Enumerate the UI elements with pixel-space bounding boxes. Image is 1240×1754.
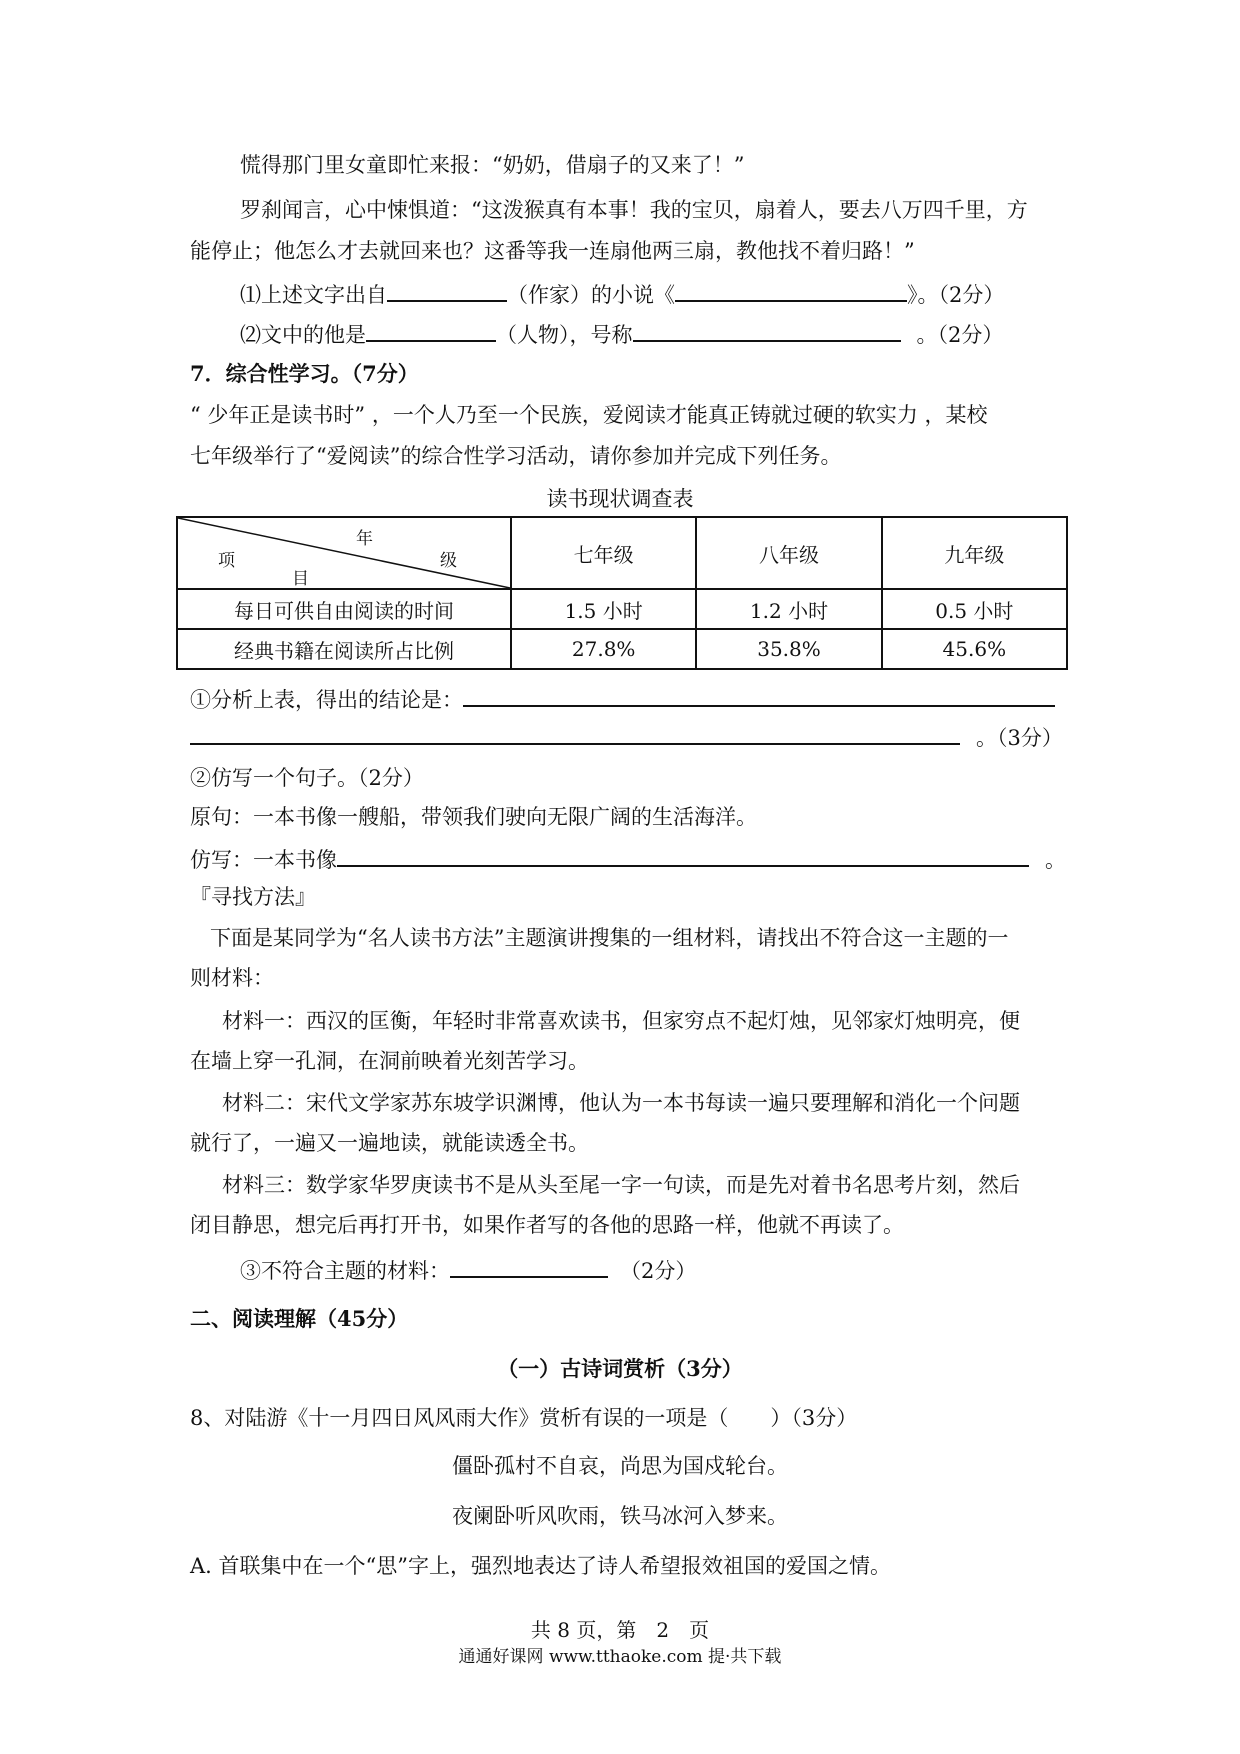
table-cell: 27.8%	[511, 629, 696, 669]
table-corner-cell	[177, 517, 511, 589]
nickname-blank[interactable]	[633, 318, 901, 342]
q7-task1-text: ①分析上表，得出的结论是：	[190, 688, 463, 712]
q6-part1-text-c: 》。（2分）	[907, 283, 1005, 307]
row-label: 经典书籍在阅读所占比例	[177, 629, 511, 669]
q7-task3-end: （2分）	[620, 1259, 697, 1283]
table-cell: 35.8%	[696, 629, 881, 669]
footer-site: 通通好课网 www.tthaoke.com 提·共下载	[458, 1647, 782, 1667]
page-number: 共 8 页，第 2 页	[530, 1618, 710, 1642]
q7-task3-text: ③不符合主题的材料：	[240, 1259, 450, 1283]
conclusion-blank-1[interactable]	[463, 683, 1055, 707]
q7-task1-end: 。（3分）	[976, 726, 1063, 750]
table-row	[177, 589, 1067, 629]
method-intro-2: 则材料：	[190, 966, 274, 990]
imitation-text: 仿写：一本书像	[190, 848, 337, 872]
original-sentence: 原句：一本书像一艘船，带领我们驶向无限广阔的生活海洋。	[190, 805, 757, 829]
material-1-line-2: 在墙上穿一孔洞，在洞前映着光刻苦学习。	[190, 1049, 589, 1073]
col-header-grade8: 八年级	[696, 517, 881, 589]
q8-option-a: A. 首联集中在一个“思”字上，强烈地表达了诗人希望报效祖国的爱国之情。	[190, 1554, 891, 1578]
material-2-line-2: 就行了，一遍又一遍地读，就能读透全书。	[190, 1131, 589, 1155]
method-intro-1: 下面是某同学为“名人读书方法”主题演讲搜集的一组材料，请找出不符合这一主题的一	[210, 926, 1009, 950]
row-label: 每日可供自由阅读的时间	[177, 589, 511, 629]
author-blank[interactable]	[387, 278, 507, 302]
passage-line-3: 能停止；他怎么才去就回来也？这番等我一连扇他两三扇，教他找不着归路！”	[190, 239, 915, 263]
poetry-subheading: （一）古诗词赏析（3分）	[497, 1356, 743, 1381]
table-cell: 45.6%	[882, 629, 1067, 669]
table-cell: 1.2 小时	[696, 589, 881, 629]
poem-line-1: 僵卧孤村不自哀，尚思为国戍轮台。	[452, 1454, 788, 1478]
q7-task1-cont	[190, 721, 1063, 753]
material-2-line-1: 材料二：宋代文学家苏东坡学识渊博，他认为一本书每读一遍只要理解和消化一个问题	[222, 1091, 1020, 1115]
table-header-row	[177, 517, 1067, 589]
q8-question: 8、对陆游《十一月四日风风雨大作》赏析有误的一项是（ ）（3分）	[190, 1406, 858, 1430]
poem-line-2: 夜阑卧听风吹雨，铁马冰河入梦来。	[452, 1504, 788, 1528]
table-cell: 0.5 小时	[882, 589, 1067, 629]
q7-task2: ②仿写一个句子。（2分）	[190, 766, 424, 790]
q6-part2	[240, 318, 1003, 350]
survey-table	[176, 516, 1068, 670]
material-1-line-1: 材料一：西汉的匡衡，年轻时非常喜欢读书，但家穷点不起灯烛，见邻家灯烛明亮，便	[222, 1009, 1020, 1033]
q6-part2-text-a: ⑵文中的他是	[240, 323, 366, 347]
table-title: 读书现状调查表	[546, 487, 694, 511]
q7-task3	[240, 1254, 696, 1286]
character-blank[interactable]	[366, 318, 496, 342]
q7-task1	[190, 683, 1055, 715]
q6-part1	[240, 278, 1004, 310]
q7-intro-2: 七年级举行了“爱阅读”的综合性学习活动，请你参加并完成下列任务。	[190, 444, 842, 468]
novel-title-blank[interactable]	[675, 278, 907, 302]
corner-label-right: 级	[440, 551, 457, 571]
corner-label-top: 年	[356, 529, 373, 549]
passage-line-1: 慌得那门里女童即忙来报：“奶奶，借扇子的又来了！”	[240, 153, 745, 177]
imitation-line	[190, 843, 1066, 875]
q6-part1-text-b: （作家）的小说《	[507, 283, 675, 307]
table-cell: 1.5 小时	[511, 589, 696, 629]
table-row	[177, 629, 1067, 669]
material-answer-blank[interactable]	[450, 1254, 608, 1278]
imitation-blank[interactable]	[337, 843, 1029, 867]
imitation-end: 。	[1045, 848, 1066, 872]
corner-label-bottom: 目	[292, 569, 309, 589]
col-header-grade7: 七年级	[511, 517, 696, 589]
material-3-line-2: 闭目静思，想完后再打开书，如果作者写的各他的思路一样，他就不再读了。	[190, 1213, 904, 1237]
passage-line-2: 罗刹闻言，心中悚惧道：“这泼猴真有本事！我的宝贝，扇着人，要去八万四千里，方	[240, 198, 1028, 222]
q6-part2-text-c: 。（2分）	[916, 323, 1004, 347]
q6-part2-text-b: （人物），号称	[496, 323, 633, 347]
q7-intro-1: “ 少年正是读书时” ，一个人乃至一个民族，爱阅读才能真正铸就过硬的软实力 ，某校	[190, 403, 988, 427]
material-3-line-1: 材料三：数学家华罗庚读书不是从头至尾一字一句读，而是先对着书名思考片刻，然后	[222, 1173, 1020, 1197]
section-2-heading: 二、阅读理解（45分）	[190, 1306, 409, 1331]
method-heading: 『寻找方法』	[190, 885, 316, 909]
q6-part1-text-a: ⑴上述文字出自	[240, 283, 387, 307]
corner-label-left: 项	[218, 551, 235, 571]
col-header-grade9: 九年级	[882, 517, 1067, 589]
q7-heading: 7．综合性学习。（7分）	[190, 361, 419, 386]
conclusion-blank-2[interactable]	[190, 721, 960, 745]
